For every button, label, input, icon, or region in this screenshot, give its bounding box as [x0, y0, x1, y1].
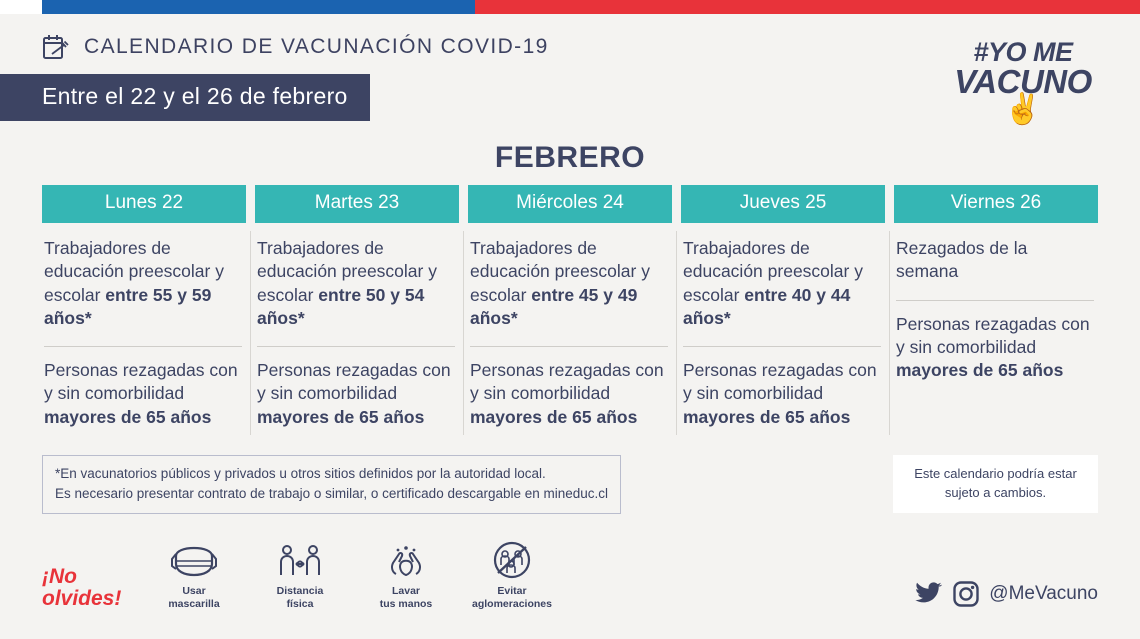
yo-me-vacuno-logo	[948, 32, 1098, 125]
no-olvides-line-1: ¡No	[42, 565, 77, 589]
entry-text: Trabajadores de educación preescolar y escolar	[44, 237, 224, 305]
entry-emphasis: entre 55 y 59 años*	[44, 284, 212, 328]
wash-hands-icon	[366, 540, 446, 580]
footnote-line-2: Es necesario presentar contrato de trabajo o similar, o certificado descargable en mineduc.cl	[55, 486, 609, 502]
calendar-column-martes	[255, 185, 459, 441]
schedule-entry	[683, 346, 881, 441]
schedule-entry	[44, 237, 242, 342]
schedule-entry	[896, 300, 1094, 395]
notes-row	[42, 455, 1098, 515]
topbar-segment-blue	[42, 0, 475, 14]
entry-text: Personas rezagadas con y sin comorbilidad	[896, 313, 1090, 357]
avoid-crowds-icon	[472, 540, 552, 580]
subject-to-change-note: Este calendario podría estar sujeto a cambios.	[893, 455, 1098, 513]
twitter-icon[interactable]	[913, 581, 943, 607]
schedule-entry	[683, 237, 881, 342]
schedule-entry	[257, 346, 455, 441]
entry-text: Personas rezagadas con y sin comorbilidad	[44, 360, 238, 404]
caption-line-2: aglomeraciones	[472, 597, 552, 610]
prevention-caption	[366, 585, 446, 610]
prevention-item-mask	[154, 540, 234, 610]
prevention-row	[42, 540, 1098, 610]
prevention-caption	[472, 585, 552, 610]
entry-text: Personas rezagadas con y sin comorbilidad	[257, 360, 451, 404]
entry-text: Personas rezagadas con y sin comorbilidad	[683, 360, 877, 404]
entry-text: Rezagados de la semana	[896, 237, 1028, 282]
face-mask-icon	[154, 540, 234, 580]
prevention-item-distance	[260, 540, 340, 610]
caption-line-1: Lavar	[391, 585, 421, 598]
calendar-column-jueves	[681, 185, 885, 441]
entry-emphasis: entre 40 y 44 años*	[683, 284, 851, 328]
caption-line-2: mascarilla	[168, 597, 220, 610]
day-header-martes: Martes 23	[255, 185, 459, 223]
social-links	[913, 581, 1098, 611]
caption-line-2: tus manos	[379, 597, 433, 610]
schedule-entry	[896, 237, 1094, 296]
calendar-column-lunes	[42, 185, 246, 441]
entry-emphasis: mayores de 65 años	[470, 406, 638, 427]
syringe-calendar-icon	[42, 32, 72, 62]
entry-emphasis: mayores de 65 años	[896, 360, 1064, 381]
page-title: CALENDARIO DE VACUNACIÓN COVID-19	[84, 35, 549, 58]
entry-emphasis: mayores de 65 años	[257, 406, 425, 427]
footnote-box	[42, 455, 621, 515]
schedule-entry	[257, 237, 455, 342]
entry-emphasis: mayores de 65 años	[44, 406, 212, 427]
calendar-grid	[42, 185, 1098, 441]
calendar-column-body	[42, 223, 246, 441]
day-header-jueves: Jueves 25	[681, 185, 885, 223]
day-header-lunes: Lunes 22	[42, 185, 246, 223]
day-header-viernes: Viernes 26	[894, 185, 1098, 223]
prevention-item-wash-hands	[366, 540, 446, 610]
prevention-item-avoid-crowds	[472, 540, 552, 610]
date-range-banner: Entre el 22 y el 26 de febrero	[0, 74, 370, 121]
logo-line-2: VACUNO	[954, 62, 1092, 100]
prevention-caption	[260, 585, 340, 610]
prevention-caption	[154, 585, 234, 610]
logo-line-1: #YO ME	[973, 37, 1073, 67]
calendar-column-viernes	[894, 185, 1098, 441]
victory-hand-icon: ✌	[1004, 92, 1042, 126]
schedule-entry	[470, 346, 668, 441]
entry-text: Trabajadores de educación preescolar y escolar	[470, 237, 650, 305]
calendar-column-body	[894, 223, 1098, 394]
no-olvides-line-2: olvides!	[42, 587, 122, 611]
caption-line-1: Evitar	[497, 585, 527, 598]
caption-line-1: Usar	[182, 585, 206, 598]
entry-text: Trabajadores de educación preescolar y escolar	[683, 237, 863, 305]
page-content	[0, 14, 1140, 611]
social-handle[interactable]: @MeVacuno	[989, 582, 1098, 604]
day-header-miercoles: Miércoles 24	[468, 185, 672, 223]
month-label: FEBRERO	[494, 140, 646, 174]
header-left	[42, 32, 948, 121]
schedule-entry	[470, 237, 668, 342]
header	[42, 14, 1098, 125]
calendar-title-row	[42, 32, 948, 62]
topbar-segment-red	[475, 0, 1140, 14]
entry-text: Personas rezagadas con y sin comorbilidad	[470, 360, 664, 404]
caption-line-1: Distancia	[276, 585, 324, 598]
no-olvides-heading	[42, 566, 154, 610]
calendar-column-miercoles	[468, 185, 672, 441]
entry-text: Trabajadores de educación preescolar y escolar	[257, 237, 437, 305]
instagram-icon[interactable]	[953, 581, 979, 607]
entry-emphasis: entre 45 y 49 años*	[470, 284, 638, 328]
topbar-segment-white	[0, 0, 42, 14]
calendar-column-body	[255, 223, 459, 441]
schedule-entry	[44, 346, 242, 441]
entry-emphasis: entre 50 y 54 años*	[257, 284, 425, 328]
calendar-column-body	[468, 223, 672, 441]
physical-distance-icon	[260, 540, 340, 580]
caption-line-2: física	[286, 597, 314, 610]
top-color-bar	[0, 0, 1140, 14]
footnote-line-1: *En vacunatorios públicos y privados u otros sitios definidos por la autoridad local.	[55, 465, 546, 481]
prevention-items	[154, 540, 552, 610]
calendar-column-body	[681, 223, 885, 441]
entry-emphasis: mayores de 65 años	[683, 406, 851, 427]
